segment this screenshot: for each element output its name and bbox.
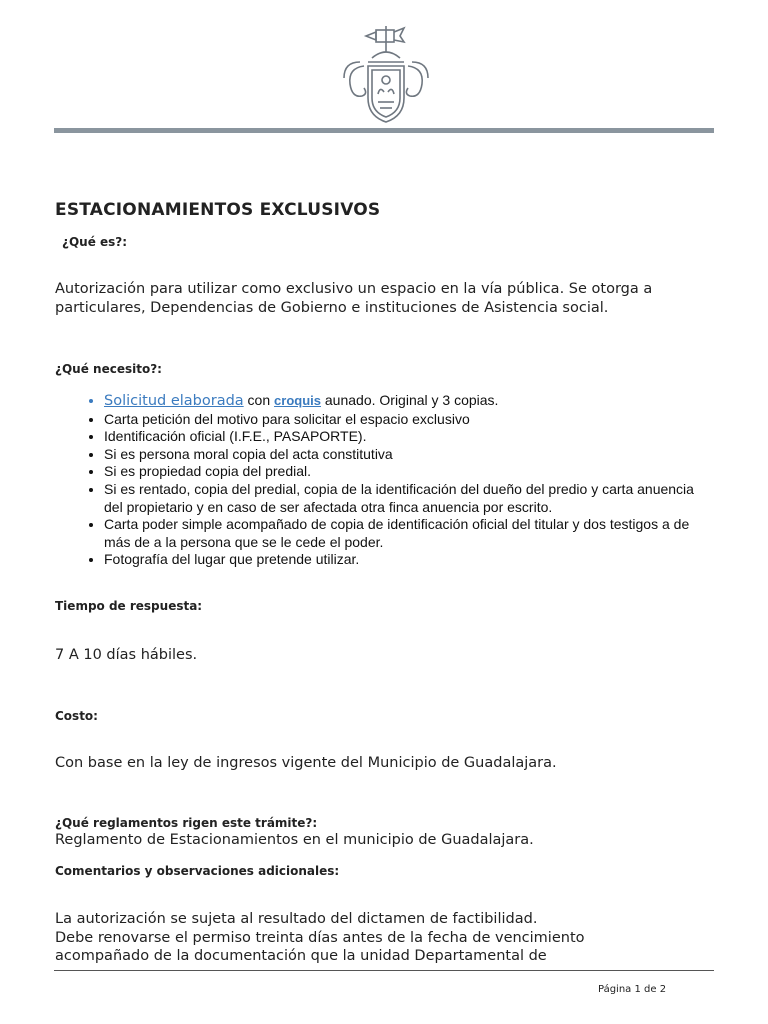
list-item: • Si es propiedad copia del predial.: [104, 463, 714, 481]
section-label-comentarios: Comentarios y observaciones adicionales:: [55, 864, 340, 878]
section-label-que-necesito: ¿Qué necesito?:: [55, 362, 162, 376]
document-title: ESTACIONAMIENTOS EXCLUSIVOS: [55, 200, 381, 220]
solicitud-link[interactable]: Solicitud elaborada: [104, 393, 244, 409]
croquis-link[interactable]: croquis: [274, 393, 321, 408]
section-label-tiempo: Tiempo de respuesta:: [55, 599, 203, 613]
list-item: • Si es persona moral copia del acta constitutiva: [104, 446, 714, 464]
que-es-text: Autorización para utilizar como exclusivo un espacio en la vía pública. Se otorga a particulares, Dependencias de Gobierno e instituciones de Asistencia social.: [55, 281, 653, 316]
footer-rule: [54, 970, 714, 971]
comentarios-line-3: acompañado de la documentación que la unidad Departamental de: [55, 948, 547, 964]
costo-text: Con base en la ley de ingresos vigente del Municipio de Guadalajara.: [55, 755, 557, 771]
coat-of-arms-icon: [338, 22, 434, 126]
section-label-costo: Costo:: [55, 709, 98, 723]
reglamentos-text: Reglamento de Estacionamientos en el municipio de Guadalajara.: [55, 832, 534, 848]
list-item: • Carta petición del motivo para solicitar el espacio exclusivo: [104, 411, 714, 429]
section-label-reglamentos: ¿Qué reglamentos rigen este trámite?:: [55, 816, 318, 830]
connector-text: con: [243, 392, 275, 408]
first-item-rest: aunado. Original y 3 copias.: [321, 392, 499, 408]
comentarios-line-1: La autorización se sujeta al resultado del dictamen de factibilidad.: [55, 911, 538, 927]
list-item: • Carta poder simple acompañado de copia de identificación oficial del titular y dos testigos a de más de a la persona que se le cede el poder.: [104, 516, 714, 551]
comentarios-line-2: Debe renovarse el permiso treinta días antes de la fecha de vencimiento: [55, 930, 585, 946]
list-item: • Identificación oficial (I.F.E., PASAPORTE).: [104, 428, 714, 446]
requirements-list: [86, 392, 714, 569]
list-item: • Si es rentado, copia del predial, copia de la identificación del dueño del predio y carta anuencia del propietario y en caso de ser afectada otra finca anuencia por escrito.: [104, 481, 714, 516]
list-item: • Fotografía del lugar que pretende utilizar.: [104, 551, 714, 569]
page-number: Página 1 de 2: [598, 984, 667, 995]
tiempo-text: 7 A 10 días hábiles.: [55, 647, 198, 663]
list-item: [104, 392, 714, 411]
section-label-que-es: ¿Qué es?:: [62, 235, 128, 249]
header-rule: [54, 128, 714, 133]
